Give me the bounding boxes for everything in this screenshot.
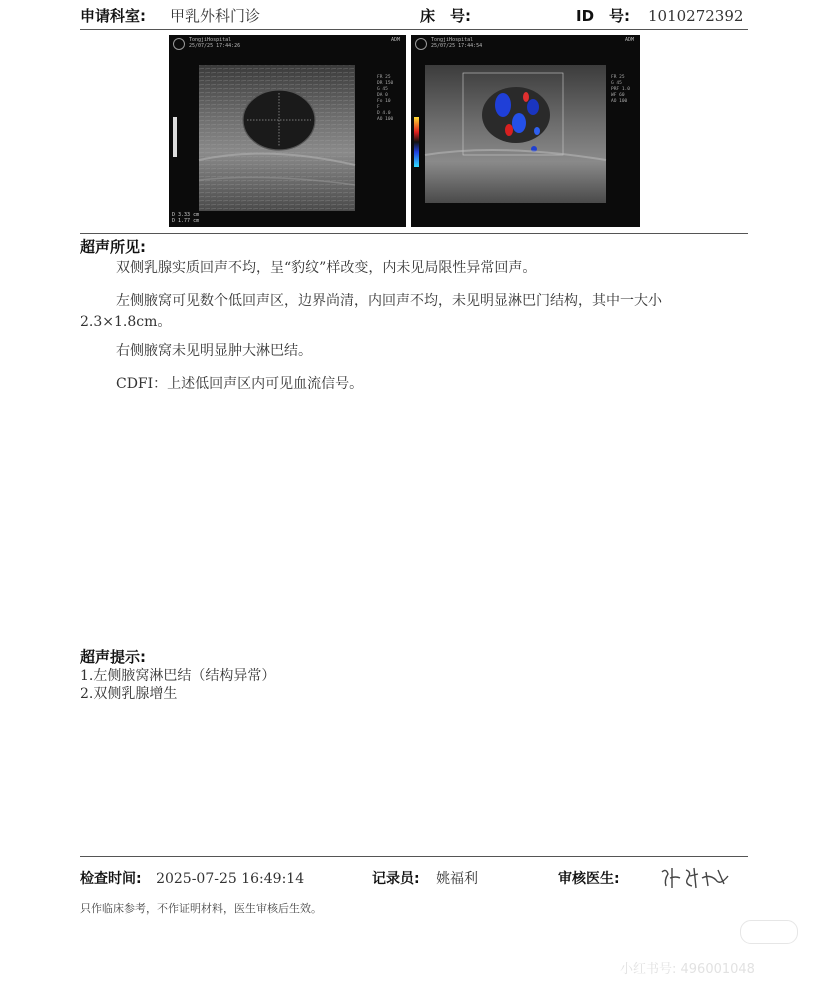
exam-time-label: 检查时间: xyxy=(80,871,142,887)
footer-divider xyxy=(80,856,748,857)
param: PRF 1.0 xyxy=(611,87,630,92)
recorder xyxy=(372,868,478,890)
findings-paragraph: 右侧腋窝未见明显肿大淋巴结。 xyxy=(116,343,312,359)
image2-datetime: 25/07/25 17:44:54 xyxy=(431,43,483,49)
recorder-value: 姚福利 xyxy=(436,871,479,887)
reviewer xyxy=(558,868,620,890)
findings-paragraph: 双侧乳腺实质回声不均，呈“豹纹”样改变，内未见局限性异常回声。 xyxy=(116,260,537,276)
ultrasound-image-doppler xyxy=(411,35,640,227)
image1-params xyxy=(377,75,403,123)
reviewer-label: 审核医生: xyxy=(558,871,620,887)
image2-params xyxy=(611,75,637,105)
param: D 4.0 xyxy=(377,111,391,116)
dept-value: 甲乳外科门诊 xyxy=(170,7,261,25)
id-value: 1010272392 xyxy=(648,7,744,25)
exam-time-value: 2025-07-25 16:49:14 xyxy=(156,871,305,887)
disclaimer-text: 只作临床参考，不作证明材料，医生审核后生效。 xyxy=(80,902,322,915)
param: DA 0 xyxy=(377,93,388,98)
report-header xyxy=(80,4,748,28)
watermark-logo-icon xyxy=(740,920,798,944)
measurement: D 1.77 cm xyxy=(172,218,200,224)
param: Fo 10 xyxy=(377,99,391,104)
recorder-label: 记录员: xyxy=(372,871,420,887)
signature-image xyxy=(658,858,738,898)
image1-hospital: TongjiHospital xyxy=(189,37,232,43)
images-divider xyxy=(80,233,748,234)
param: FR 25 xyxy=(611,75,625,80)
impression-item: 2.双侧乳腺增生 xyxy=(80,686,178,702)
measurement: D 3.33 cm xyxy=(172,212,200,218)
watermark-text: 小红书号: 496001048 xyxy=(620,962,755,977)
param: FR 25 xyxy=(377,75,391,80)
findings-paragraph: 左侧腋窝可见数个低回声区，边界尚清，内回声不均，未见明显淋巴门结构，其中一大小2.3×1.8cm。 xyxy=(80,293,662,330)
param: DR 150 xyxy=(377,81,394,86)
exam-time xyxy=(80,868,304,890)
impression-title: 超声提示: xyxy=(80,648,146,666)
doppler-scan-graphic xyxy=(411,35,640,227)
image2-hospital: TongjiHospital xyxy=(431,37,474,43)
image2-mode: ADM xyxy=(624,37,634,43)
ge-logo-icon xyxy=(415,38,427,50)
ge-logo-icon xyxy=(173,38,185,50)
param: G 45 xyxy=(611,81,622,86)
param: F xyxy=(377,105,380,110)
param: WF 60 xyxy=(611,93,625,98)
bmode-scan-graphic xyxy=(169,35,406,227)
header-divider xyxy=(80,29,748,30)
id-label: ID 号: xyxy=(576,7,631,25)
param: AO 100 xyxy=(377,117,394,122)
findings-title: 超声所见: xyxy=(80,238,146,256)
impression-item: 1.左侧腋窝淋巴结（结构异常） xyxy=(80,668,276,684)
bed-label: 床 号: xyxy=(420,7,471,25)
ultrasound-image-bmode xyxy=(169,35,406,227)
image1-datetime: 25/07/25 17:44:26 xyxy=(189,43,241,49)
image1-measurements xyxy=(172,212,199,224)
dept-label: 申请科室: xyxy=(80,7,146,25)
findings-paragraph: CDFI：上述低回声区内可见血流信号。 xyxy=(116,376,364,392)
image1-mode: ADM xyxy=(390,37,400,43)
param: G 45 xyxy=(377,87,388,92)
param: AO 100 xyxy=(611,99,628,104)
image1-header xyxy=(189,37,240,49)
image2-header xyxy=(431,37,482,49)
